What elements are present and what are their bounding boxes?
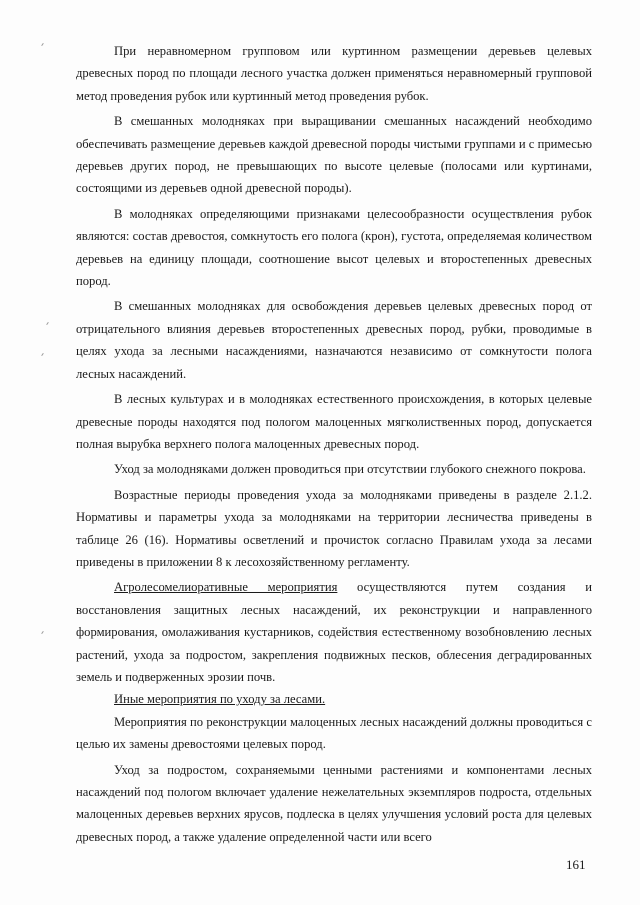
agro-paragraph	[76, 576, 592, 688]
scan-mark	[41, 353, 44, 356]
paragraph: В лесных культурах и в молодняках естественного происхождения, в которых целевые древесные породы находятся под пологом малоценных мягколиственных пород, допускается полная вырубка верхнего полога малоценных древесных пород.	[76, 392, 592, 451]
section-heading	[76, 688, 592, 710]
body-text	[76, 40, 592, 848]
agro-text: осуществляются путем создания и восстановления защитных лесных насаждений, их реконструкции и направленного формирования, омолаживания кустарников, содействия естественному возобновлению лесных растений, ухода за подростом, закрепления подвижных песков, облесения деградированных земель и подверженных эрозии почв.	[76, 580, 592, 684]
scan-mark	[41, 631, 44, 634]
paragraph: При неравномерном групповом или куртинном размещении деревьев целевых древесных пород по площади лесного участка должен применяться неравномерный групповой метод проведения рубок или куртинный метод проведения рубок.	[76, 44, 592, 103]
paragraph: Мероприятия по реконструкции малоценных лесных насаждений должны проводиться с целью их замены древостоями целевых пород.	[76, 714, 592, 752]
paragraph: Возрастные периоды проведения ухода за молодняками приведены в разделе 2.1.2. Нормативы и параметры ухода за молодняками на территории лесничества приведены в таблице 26 (16). Нормативы осветлений и прочисток согласно Правилам ухода за лесами приведены в приложении 8 к лесохозяйственному регламенту.	[76, 487, 592, 569]
paragraph: В смешанных молодняках для освобождения деревьев целевых древесных пород от отрицательного влияния деревьев второстепенных древесных пород, рубки, проводимые в целях ухода за лесными насаждениями, назначаются независимо от сомкнутости полога лесных насаждений.	[76, 299, 592, 381]
paragraph: Уход за подростом, сохраняемыми ценными растениями и компонентами лесных насаждений под пологом включает удаление нежелательных экземпляров подроста, отдельных малоценных деревьев верхних ярусов, подлеска в целях улучшения условий роста для целевых древесных пород, а также удаление определенной части или всего	[76, 762, 592, 844]
paragraph: В молодняках определяющими признаками целесообразности осуществления рубок являются: состав древостоя, сомкнутость его полога (крон), густота, определяемая количеством деревьев на единицу площади, соотношение высот целевых и второстепенных древесных пород.	[76, 206, 592, 289]
page-number: 161	[566, 857, 586, 872]
paragraph: Уход за молодняками должен проводиться при отсутствии глубокого снежного покрова.	[114, 462, 586, 477]
other-heading: Иные мероприятия по уходу за лесами.	[114, 692, 326, 707]
paragraph: В смешанных молодняках при выращивании смешанных насаждений необходимо обеспечивать размещение деревьев каждой древесной породы чистыми группами и с примесью деревьев других пород, не превышающих по высоте целевые (полосами или куртинами, состоящими из деревьев одной древесной породы).	[76, 114, 592, 196]
scan-mark	[41, 43, 44, 46]
scan-mark	[46, 322, 49, 325]
agro-heading: Агролесомелиоративные мероприятия	[114, 580, 338, 595]
